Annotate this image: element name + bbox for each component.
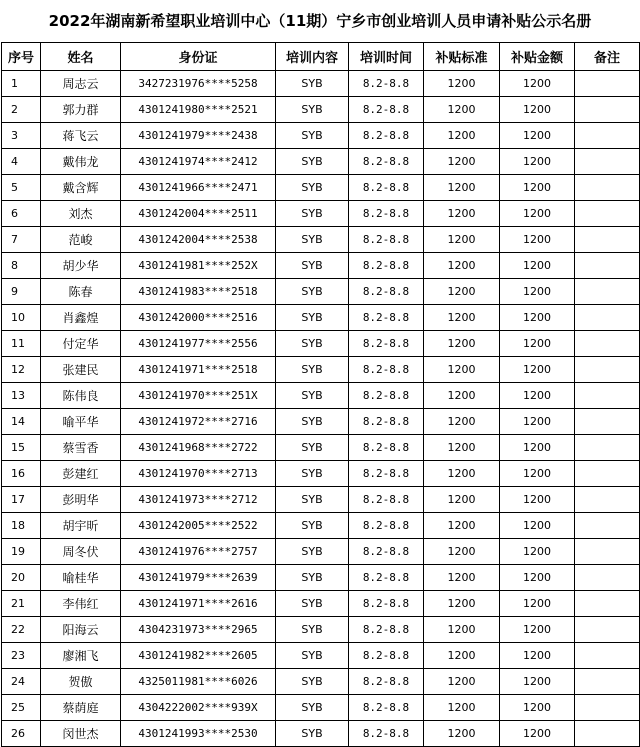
cell-subsidy-standard: 1200 [424,591,500,617]
cell-remark [575,253,640,279]
cell-training-time: 8.2-8.8 [349,487,424,513]
cell-name: 李伟红 [41,591,121,617]
cell-remark [575,617,640,643]
cell-training-content: SYB [276,305,349,331]
cell-name: 肖鑫煌 [41,305,121,331]
cell-remark [575,513,640,539]
table-row [2,513,640,539]
cell-id-number: 4301242000****2516 [121,305,276,331]
cell-training-content: SYB [276,409,349,435]
cell-training-time: 8.2-8.8 [349,565,424,591]
cell-training-time: 8.2-8.8 [349,461,424,487]
cell-index: 1 [2,71,41,97]
cell-subsidy-amount: 1200 [500,279,575,305]
cell-remark [575,331,640,357]
cell-index: 4 [2,149,41,175]
cell-index: 12 [2,357,41,383]
cell-training-content: SYB [276,97,349,123]
cell-subsidy-standard: 1200 [424,721,500,747]
cell-id-number: 4301241966****2471 [121,175,276,201]
cell-subsidy-standard: 1200 [424,279,500,305]
col-header-id: 身份证 [121,43,276,71]
cell-id-number: 4301241979****2639 [121,565,276,591]
cell-training-content: SYB [276,565,349,591]
cell-subsidy-amount: 1200 [500,123,575,149]
cell-remark [575,695,640,721]
cell-name: 闵世杰 [41,721,121,747]
table-row [2,123,640,149]
cell-training-content: SYB [276,279,349,305]
cell-training-content: SYB [276,253,349,279]
cell-name: 喻桂华 [41,565,121,591]
cell-name: 郭力群 [41,97,121,123]
cell-subsidy-amount: 1200 [500,149,575,175]
cell-training-content: SYB [276,71,349,97]
cell-name: 刘杰 [41,201,121,227]
cell-training-time: 8.2-8.8 [349,591,424,617]
cell-subsidy-standard: 1200 [424,123,500,149]
cell-name: 胡少华 [41,253,121,279]
cell-subsidy-amount: 1200 [500,461,575,487]
cell-training-time: 8.2-8.8 [349,201,424,227]
cell-remark [575,591,640,617]
cell-index: 9 [2,279,41,305]
cell-subsidy-standard: 1200 [424,513,500,539]
cell-remark [575,565,640,591]
cell-subsidy-standard: 1200 [424,409,500,435]
cell-subsidy-amount: 1200 [500,591,575,617]
cell-name: 戴伟龙 [41,149,121,175]
cell-subsidy-standard: 1200 [424,175,500,201]
cell-index: 15 [2,435,41,461]
cell-name: 廖湘飞 [41,643,121,669]
cell-index: 17 [2,487,41,513]
cell-training-time: 8.2-8.8 [349,97,424,123]
cell-subsidy-amount: 1200 [500,695,575,721]
cell-remark [575,539,640,565]
cell-subsidy-standard: 1200 [424,539,500,565]
cell-subsidy-standard: 1200 [424,487,500,513]
cell-training-time: 8.2-8.8 [349,383,424,409]
cell-name: 范峻 [41,227,121,253]
cell-training-time: 8.2-8.8 [349,279,424,305]
cell-index: 21 [2,591,41,617]
cell-subsidy-amount: 1200 [500,305,575,331]
cell-id-number: 4301241981****252X [121,253,276,279]
cell-training-content: SYB [276,669,349,695]
table-row [2,175,640,201]
cell-subsidy-standard: 1200 [424,435,500,461]
cell-index: 3 [2,123,41,149]
cell-remark [575,721,640,747]
cell-subsidy-standard: 1200 [424,97,500,123]
cell-name: 蔡荫庭 [41,695,121,721]
table-row [2,565,640,591]
cell-id-number: 4304231973****2965 [121,617,276,643]
cell-remark [575,123,640,149]
cell-training-time: 8.2-8.8 [349,643,424,669]
cell-subsidy-amount: 1200 [500,617,575,643]
col-header-remark: 备注 [575,43,640,71]
cell-subsidy-standard: 1200 [424,643,500,669]
cell-subsidy-amount: 1200 [500,331,575,357]
cell-id-number: 4301241970****2713 [121,461,276,487]
cell-remark [575,383,640,409]
cell-index: 16 [2,461,41,487]
cell-remark [575,175,640,201]
col-header-name: 姓名 [41,43,121,71]
cell-id-number: 4301241971****2518 [121,357,276,383]
cell-subsidy-standard: 1200 [424,669,500,695]
cell-subsidy-amount: 1200 [500,721,575,747]
cell-id-number: 4301241973****2712 [121,487,276,513]
cell-id-number: 4301241976****2757 [121,539,276,565]
table-row [2,357,640,383]
cell-subsidy-amount: 1200 [500,539,575,565]
cell-index: 7 [2,227,41,253]
table-row [2,149,640,175]
cell-subsidy-amount: 1200 [500,383,575,409]
cell-name: 周冬伏 [41,539,121,565]
cell-id-number: 4301242005****2522 [121,513,276,539]
cell-training-content: SYB [276,123,349,149]
table-row [2,227,640,253]
cell-name: 付定华 [41,331,121,357]
cell-subsidy-amount: 1200 [500,227,575,253]
cell-name: 陈伟良 [41,383,121,409]
cell-index: 2 [2,97,41,123]
cell-remark [575,357,640,383]
table-row [2,539,640,565]
cell-training-time: 8.2-8.8 [349,123,424,149]
cell-name: 蒋飞云 [41,123,121,149]
cell-subsidy-amount: 1200 [500,487,575,513]
subsidy-table [1,42,640,747]
cell-index: 25 [2,695,41,721]
cell-subsidy-standard: 1200 [424,617,500,643]
cell-id-number: 4301241970****251X [121,383,276,409]
cell-training-content: SYB [276,383,349,409]
cell-subsidy-amount: 1200 [500,565,575,591]
cell-training-content: SYB [276,201,349,227]
cell-index: 24 [2,669,41,695]
cell-subsidy-standard: 1200 [424,695,500,721]
cell-subsidy-amount: 1200 [500,513,575,539]
cell-remark [575,643,640,669]
cell-name: 彭明华 [41,487,121,513]
table-row [2,279,640,305]
cell-training-time: 8.2-8.8 [349,435,424,461]
cell-training-time: 8.2-8.8 [349,695,424,721]
table-row [2,461,640,487]
cell-training-content: SYB [276,643,349,669]
cell-subsidy-standard: 1200 [424,305,500,331]
cell-subsidy-amount: 1200 [500,669,575,695]
cell-training-content: SYB [276,591,349,617]
cell-subsidy-amount: 1200 [500,201,575,227]
cell-training-time: 8.2-8.8 [349,227,424,253]
cell-subsidy-standard: 1200 [424,461,500,487]
cell-name: 张建民 [41,357,121,383]
col-header-time: 培训时间 [349,43,424,71]
cell-index: 13 [2,383,41,409]
cell-id-number: 4301241983****2518 [121,279,276,305]
cell-index: 14 [2,409,41,435]
cell-remark [575,279,640,305]
cell-training-time: 8.2-8.8 [349,357,424,383]
cell-remark [575,149,640,175]
cell-subsidy-amount: 1200 [500,435,575,461]
cell-name: 喻平华 [41,409,121,435]
table-row [2,253,640,279]
cell-name: 戴含辉 [41,175,121,201]
cell-training-content: SYB [276,461,349,487]
cell-id-number: 4301241980****2521 [121,97,276,123]
table-row [2,487,640,513]
cell-id-number: 4301241993****2530 [121,721,276,747]
cell-training-time: 8.2-8.8 [349,539,424,565]
cell-name: 陈春 [41,279,121,305]
cell-id-number: 4301241968****2722 [121,435,276,461]
cell-subsidy-standard: 1200 [424,383,500,409]
table-row [2,695,640,721]
cell-training-time: 8.2-8.8 [349,513,424,539]
cell-id-number: 4301242004****2511 [121,201,276,227]
cell-training-content: SYB [276,721,349,747]
cell-training-time: 8.2-8.8 [349,669,424,695]
cell-remark [575,201,640,227]
cell-index: 8 [2,253,41,279]
cell-subsidy-amount: 1200 [500,643,575,669]
cell-subsidy-amount: 1200 [500,97,575,123]
col-header-amount: 补贴金额 [500,43,575,71]
cell-remark [575,227,640,253]
cell-remark [575,669,640,695]
cell-index: 26 [2,721,41,747]
table-row [2,643,640,669]
cell-id-number: 3427231976****5258 [121,71,276,97]
table-row [2,331,640,357]
cell-subsidy-standard: 1200 [424,201,500,227]
header-row [2,43,640,71]
cell-subsidy-standard: 1200 [424,565,500,591]
cell-index: 18 [2,513,41,539]
cell-index: 10 [2,305,41,331]
cell-training-time: 8.2-8.8 [349,71,424,97]
cell-remark [575,461,640,487]
cell-subsidy-amount: 1200 [500,357,575,383]
cell-index: 6 [2,201,41,227]
cell-training-time: 8.2-8.8 [349,175,424,201]
cell-subsidy-amount: 1200 [500,253,575,279]
table-row [2,409,640,435]
table-row [2,721,640,747]
cell-training-content: SYB [276,149,349,175]
cell-id-number: 4301241974****2412 [121,149,276,175]
table-row [2,201,640,227]
cell-name: 贺傲 [41,669,121,695]
cell-name: 胡宇昕 [41,513,121,539]
cell-remark [575,97,640,123]
cell-training-content: SYB [276,513,349,539]
cell-name: 阳海云 [41,617,121,643]
col-header-index: 序号 [2,43,41,71]
cell-training-content: SYB [276,695,349,721]
table-body [2,71,640,747]
cell-training-time: 8.2-8.8 [349,617,424,643]
cell-training-time: 8.2-8.8 [349,331,424,357]
table-row [2,383,640,409]
cell-subsidy-standard: 1200 [424,331,500,357]
cell-remark [575,435,640,461]
cell-subsidy-standard: 1200 [424,71,500,97]
cell-id-number: 4325011981****6026 [121,669,276,695]
cell-training-time: 8.2-8.8 [349,409,424,435]
cell-id-number: 4301241972****2716 [121,409,276,435]
cell-index: 23 [2,643,41,669]
table-row [2,435,640,461]
table-row [2,669,640,695]
cell-subsidy-standard: 1200 [424,227,500,253]
table-row [2,71,640,97]
cell-remark [575,409,640,435]
table-row [2,617,640,643]
cell-id-number: 4301241979****2438 [121,123,276,149]
cell-training-content: SYB [276,175,349,201]
cell-training-time: 8.2-8.8 [349,305,424,331]
table-row [2,591,640,617]
cell-index: 11 [2,331,41,357]
cell-training-content: SYB [276,539,349,565]
cell-training-content: SYB [276,487,349,513]
cell-subsidy-standard: 1200 [424,357,500,383]
cell-remark [575,305,640,331]
cell-training-time: 8.2-8.8 [349,253,424,279]
cell-name: 周志云 [41,71,121,97]
cell-index: 5 [2,175,41,201]
cell-subsidy-standard: 1200 [424,149,500,175]
cell-subsidy-amount: 1200 [500,175,575,201]
cell-id-number: 4301242004****2538 [121,227,276,253]
table-row [2,305,640,331]
document-title: 2022年湖南新希望职业培训中心（11期）宁乡市创业培训人员申请补贴公示名册 [48,12,592,30]
cell-id-number: 4304222002****939X [121,695,276,721]
cell-training-content: SYB [276,435,349,461]
cell-index: 19 [2,539,41,565]
cell-id-number: 4301241971****2616 [121,591,276,617]
cell-subsidy-amount: 1200 [500,71,575,97]
cell-index: 22 [2,617,41,643]
cell-id-number: 4301241982****2605 [121,643,276,669]
cell-training-time: 8.2-8.8 [349,149,424,175]
cell-training-content: SYB [276,617,349,643]
cell-subsidy-standard: 1200 [424,253,500,279]
cell-training-content: SYB [276,227,349,253]
cell-remark [575,487,640,513]
cell-name: 蔡雪香 [41,435,121,461]
cell-training-time: 8.2-8.8 [349,721,424,747]
table-row [2,97,640,123]
cell-subsidy-amount: 1200 [500,409,575,435]
cell-remark [575,71,640,97]
cell-training-content: SYB [276,357,349,383]
col-header-content: 培训内容 [276,43,349,71]
cell-id-number: 4301241977****2556 [121,331,276,357]
cell-name: 彭建红 [41,461,121,487]
cell-index: 20 [2,565,41,591]
col-header-standard: 补贴标准 [424,43,500,71]
cell-training-content: SYB [276,331,349,357]
